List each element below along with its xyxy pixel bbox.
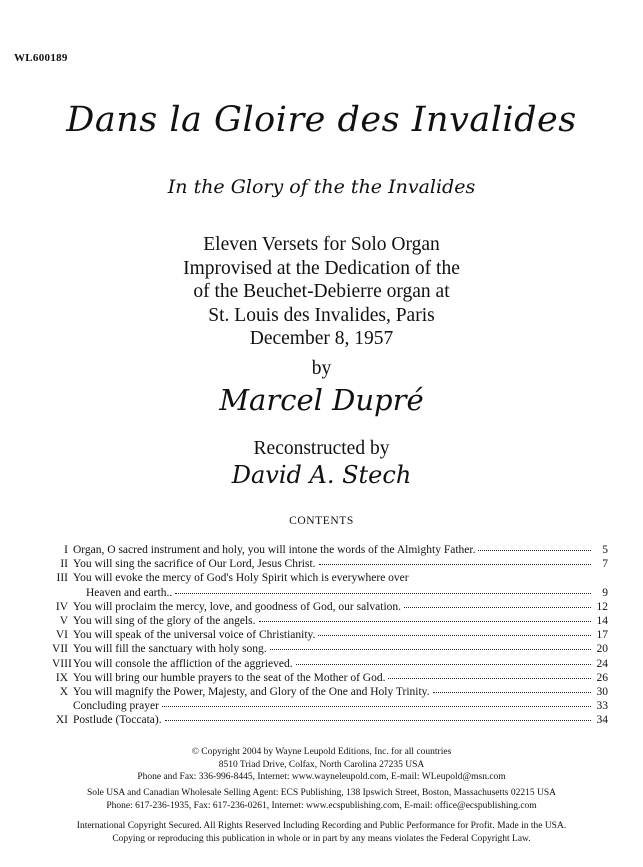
page-title: Dans la Gloire des Invalides <box>66 100 577 140</box>
toc-page: 34 <box>596 714 608 727</box>
toc-page: 33 <box>596 700 608 713</box>
toc-title: You will bring our humble prayers to the seat of the Mother of God. <box>73 671 386 684</box>
toc-page: 17 <box>596 629 608 642</box>
toc-leader <box>319 564 591 565</box>
toc-leader <box>296 664 591 665</box>
toc-leader <box>404 607 591 608</box>
toc-page: 30 <box>596 686 608 699</box>
toc-number: I <box>64 544 68 556</box>
toc-number: IV <box>55 600 68 613</box>
toc-item <box>52 600 608 614</box>
toc-number: III <box>56 572 68 585</box>
toc-item <box>52 699 608 713</box>
toc-number: XI <box>55 714 68 727</box>
agent-line: Sole USA and Canadian Wholesale Selling Agent: ECS Publishing, 138 Ipswich Street, Boston, Massachusetts 02215 USA <box>87 788 556 798</box>
toc-item <box>52 614 608 628</box>
page-subtitle: In the Glory of the the Invalides <box>167 176 476 198</box>
toc-number: IX <box>55 671 68 684</box>
toc-number: VI <box>55 629 68 642</box>
description-line: St. Louis des Invalides, Paris <box>208 304 435 326</box>
toc-number: V <box>59 615 68 628</box>
toc-item <box>52 713 608 727</box>
legal-line: International Copyright Secured. All Rights Reserved Including Recording and Public Performance for Profit. Made in the USA. <box>76 821 567 831</box>
description-line: December 8, 1957 <box>249 328 394 349</box>
toc-title: You will console the affliction of the aggrieved. <box>73 657 293 670</box>
toc-title: You will speak of the universal voice of Christianity. <box>73 629 316 642</box>
toc-item-continuation <box>52 586 608 600</box>
toc-leader <box>270 649 591 650</box>
toc-page: 9 <box>602 586 608 599</box>
toc-leader <box>165 720 591 721</box>
toc-item <box>52 571 608 585</box>
toc-item <box>52 557 608 571</box>
selling-agent-block <box>0 787 643 812</box>
toc-leader <box>175 593 591 594</box>
toc-page: 20 <box>596 643 608 656</box>
legal-line: Copying or reproducing this publication in whole or in part by any means violates the Federal Copyright Law. <box>112 833 531 844</box>
toc-title: Postlude (Toccata). <box>73 714 162 727</box>
toc-page: 14 <box>596 615 608 628</box>
toc-leader <box>478 550 591 551</box>
toc-title: You will evoke the mercy of God's Holy Spirit which is everywhere over <box>73 572 409 585</box>
copyright-block <box>0 746 643 784</box>
catalog-number: WL600189 <box>14 52 68 64</box>
toc-title: You will sing the sacrifice of Our Lord, Jesus Christ. <box>73 558 316 571</box>
toc-number: II <box>60 558 68 571</box>
table-of-contents <box>52 543 608 728</box>
toc-leader <box>259 621 591 622</box>
toc-number: X <box>59 686 68 699</box>
composer-name: Marcel Dupré <box>219 383 424 417</box>
toc-title: Organ, O sacred instrument and holy, you will intone the words of the Almighty Father. <box>73 544 476 556</box>
toc-page: 12 <box>596 600 608 613</box>
toc-leader <box>388 678 591 679</box>
editor-name: David A. Stech <box>231 461 412 489</box>
toc-title: You will proclaim the mercy, love, and goodness of God, our salvation. <box>73 600 402 613</box>
description <box>0 233 643 351</box>
toc-title: You will magnify the Power, Majesty, and Glory of the One and Holy Trinity. <box>73 686 430 699</box>
toc-leader <box>318 635 591 636</box>
toc-item <box>52 642 608 656</box>
contact-line: Phone and Fax: 336-996-8445, Internet: www.wayneleupold.com, E-mail: WLeupold@msn.com <box>137 772 506 782</box>
toc-page: 5 <box>602 544 608 556</box>
description-line: of the Beuchet-Debierre organ at <box>193 281 450 302</box>
contents-heading: CONTENTS <box>289 515 354 527</box>
copyright-line: © Copyright 2004 by Wayne Leupold Editions, Inc. for all countries <box>191 747 452 757</box>
description-line: Eleven Versets for Solo Organ <box>203 234 440 255</box>
description-line: Improvised at the Dedication of the <box>183 257 460 279</box>
reconstructed-label: Reconstructed by <box>253 438 390 459</box>
by-label: by <box>311 358 332 379</box>
toc-item <box>52 671 608 685</box>
toc-number: VIII <box>52 657 72 670</box>
agent-contact-line: Phone: 617-236-1935, Fax: 617-236-0261, Internet: www.ecspublishing.com, E-mail: office@ecspublishing.com <box>106 800 537 811</box>
toc-leader <box>433 692 591 693</box>
toc-page: 7 <box>602 558 608 571</box>
address-line: 8510 Triad Drive, Colfax, North Carolina 27235 USA <box>218 759 425 770</box>
toc-title: You will sing of the glory of the angels. <box>73 615 256 628</box>
toc-number: VII <box>52 643 68 656</box>
toc-item <box>52 685 608 699</box>
toc-title: Concluding prayer <box>73 700 159 713</box>
toc-page: 24 <box>596 657 608 670</box>
legal-notice-block <box>0 820 643 845</box>
toc-item <box>52 543 608 557</box>
toc-title: You will fill the sanctuary with holy song. <box>73 643 267 656</box>
toc-leader <box>162 706 591 707</box>
toc-page: 26 <box>596 671 608 684</box>
toc-item <box>52 657 608 671</box>
toc-item <box>52 628 608 642</box>
toc-title-continuation: Heaven and earth.. <box>86 586 173 599</box>
